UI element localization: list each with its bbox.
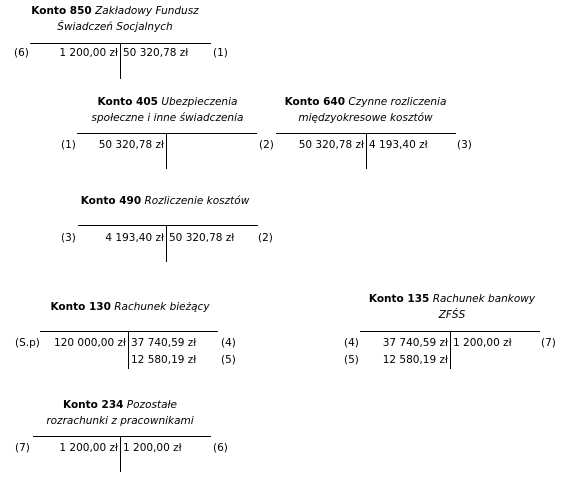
credit-amount: 50 320,78 zł (123, 47, 189, 59)
credit-ref: (1) (213, 47, 228, 59)
t-account-horizontal-line (77, 133, 257, 134)
debit-ref: (5) (344, 354, 359, 366)
t-account-horizontal-line (40, 331, 218, 332)
credit-amount: 4 193,40 zł (369, 139, 428, 151)
credit-ref: (2) (258, 232, 273, 244)
credit-amount: 37 740,59 zł (131, 337, 197, 349)
credit-ref: (5) (221, 354, 236, 366)
account-name-line2: międzyokresowe kosztów (298, 112, 433, 124)
debit-ref: (3) (61, 232, 76, 244)
debit-ref: (2) (259, 139, 274, 151)
credit-amount: 12 580,19 zł (131, 354, 197, 366)
t-account-vertical-line (128, 331, 129, 369)
t-account-vertical-line (166, 133, 167, 169)
account-name-line2: społeczne i inne świadczenia (91, 112, 244, 124)
debit-amount: 120 000,00 zł (54, 337, 126, 349)
debit-ref: (S.p) (15, 337, 40, 349)
account-number: Konto 135 (368, 293, 430, 305)
debit-ref: (7) (15, 442, 30, 454)
credit-amount: 1 200,00 zł (123, 442, 182, 454)
account-name-line2: rozrachunki z pracownikami (46, 415, 194, 427)
debit-amount: 1 200,00 zł (59, 47, 118, 59)
account-number: Konto 234 (63, 399, 124, 411)
account-number: Konto 490 (80, 195, 142, 207)
account-135-title (352, 291, 552, 323)
account-130-title (30, 299, 230, 315)
account-number: Konto 130 (50, 301, 111, 313)
credit-ref: (3) (457, 139, 472, 151)
account-234-title (20, 397, 220, 429)
account-name-line2: ZFŚS (438, 309, 466, 321)
debit-amount: 37 740,59 zł (382, 337, 448, 349)
account-number: Konto 850 (31, 5, 92, 17)
credit-ref: (7) (541, 337, 556, 349)
account-name-line1: Zakładowy Fundusz (95, 5, 199, 17)
account-640-title (268, 94, 463, 126)
t-account-vertical-line (120, 436, 121, 472)
account-490-title (65, 193, 265, 209)
debit-amount: 50 320,78 zł (98, 139, 164, 151)
account-name-line1: Rozliczenie kosztów (144, 195, 250, 207)
account-name-line1: Ubezpieczenia (161, 96, 238, 108)
t-account-horizontal-line (78, 225, 258, 226)
t-account-horizontal-line (33, 436, 211, 437)
account-name-line2: Świadczeń Socjalnych (57, 21, 173, 33)
account-name-line1: Rachunek bankowy (432, 293, 536, 305)
account-name-line1: Czynne rozliczenia (348, 96, 447, 108)
debit-amount: 50 320,78 zł (298, 139, 364, 151)
t-account-vertical-line (366, 133, 367, 169)
account-number: Konto 405 (97, 96, 158, 108)
account-name-line1: Rachunek bieżący (114, 301, 210, 313)
debit-amount: 1 200,00 zł (59, 442, 118, 454)
debit-amount: 12 580,19 zł (382, 354, 448, 366)
debit-amount: 4 193,40 zł (105, 232, 164, 244)
account-name-line1: Pozostałe (126, 399, 177, 411)
t-account-vertical-line (450, 331, 451, 369)
credit-amount: 1 200,00 zł (453, 337, 512, 349)
account-number: Konto 640 (284, 96, 346, 108)
account-405-title (70, 94, 265, 126)
debit-ref: (4) (344, 337, 359, 349)
debit-ref: (1) (61, 139, 76, 151)
credit-ref: (6) (213, 442, 228, 454)
credit-ref: (4) (221, 337, 236, 349)
t-account-vertical-line (120, 43, 121, 79)
account-850-title (15, 3, 215, 35)
debit-ref: (6) (14, 47, 29, 59)
credit-amount: 50 320,78 zł (169, 232, 235, 244)
t-account-vertical-line (166, 225, 167, 262)
